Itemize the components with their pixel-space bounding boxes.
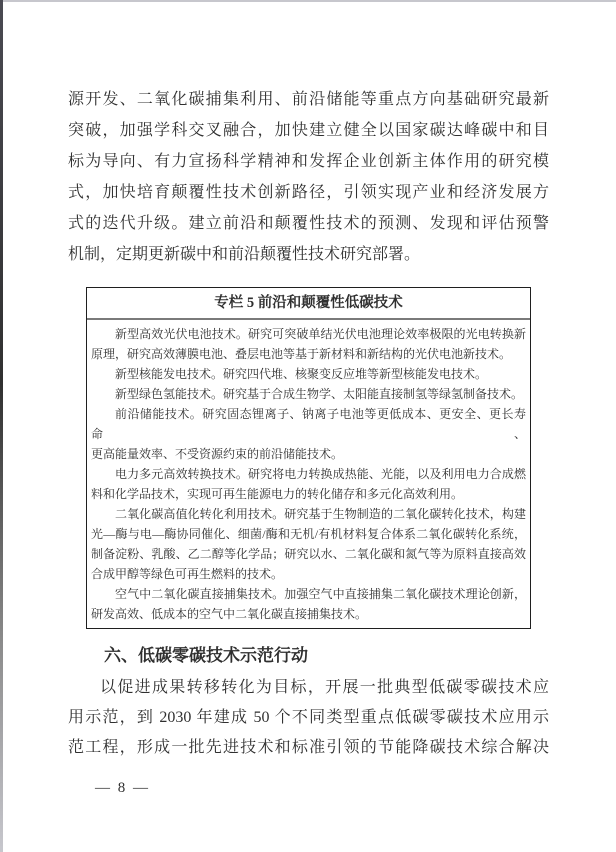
box-item xyxy=(91,404,526,464)
text-line: 用示范，到 2030 年建成 50 个不同类型重点低碳零碳技术应用示 xyxy=(68,709,549,726)
box-item xyxy=(91,364,526,384)
text-line: 以促进成果转移转化为目标，开展一批典型低碳零碳技术应 xyxy=(100,679,549,696)
box-item xyxy=(91,504,526,584)
page-number: — 8 — xyxy=(95,780,150,796)
box-body xyxy=(87,320,530,628)
section-heading: 六、低碳零碳技术示范行动 xyxy=(104,646,308,665)
text-line: 合成甲醇等绿色可再生燃料的技术。 xyxy=(91,567,284,581)
body-paragraph-2 xyxy=(68,673,549,763)
scan-edge-left xyxy=(0,0,3,852)
text-line: 光—酶与电—酶协同催化、细菌/酶和无机/有机材料复合体系二氧化碳转化系统， xyxy=(91,527,526,541)
box-item xyxy=(91,584,526,624)
text-line: 二氧化碳高值化转化利用技术。研究基于生物制造的二氧化碳转化技术，构建 xyxy=(115,507,526,521)
text-line: 料和化学品技术，实现可再生能源电力的转化储存和多元化高效利用。 xyxy=(91,487,464,501)
box-item xyxy=(91,464,526,504)
text-line: 式的迭代升级。建立前沿和颠覆性技术的预测、发现和评估预警 xyxy=(68,215,549,232)
text-line: 电力多元高效转换技术。研究将电力转换成热能、光能，以及利用电力合成燃 xyxy=(115,467,526,481)
text-line: 新型核能发电技术。研究四代堆、核聚变反应堆等新型核能发电技术。 xyxy=(115,367,488,381)
text-line: 空气中二氧化碳直接捕集技术。加强空气中直接捕集二氧化碳技术理论创新， xyxy=(115,587,526,601)
text-line: 制备淀粉、乳酸、乙二醇等化学品；研究以水、二氧化碳和氮气等为原料直接高效 xyxy=(91,547,526,561)
text-line: 突破，加强学科交叉融合，加快建立健全以国家碳达峰碳中和目 xyxy=(68,122,549,139)
text-line: 标为导向、有力宣扬科学精神和发挥企业创新主体作用的研究模 xyxy=(68,153,549,170)
text-line: 研发高效、低成本的空气中二氧化碳直接捕集技术。 xyxy=(91,607,368,621)
text-line: 新型高效光伏电池技术。研究可突破单结光伏电池理论效率极限的光电转换新 xyxy=(115,327,526,341)
special-column-box xyxy=(86,287,531,629)
text-line: 式，加快培育颠覆性技术创新路径，引领实现产业和经济发展方 xyxy=(68,184,549,201)
text-line: 前沿储能技术。研究固态锂离子、钠离子电池等更低成本、更安全、更长寿命、 xyxy=(91,407,526,441)
box-item xyxy=(91,324,526,364)
box-title: 专栏 5 前沿和颠覆性低碳技术 xyxy=(87,288,530,320)
box-item xyxy=(91,384,526,404)
body-paragraph-1 xyxy=(68,84,549,270)
text-line: 范工程，形成一批先进技术和标准引领的节能降碳技术综合解决 xyxy=(68,739,549,756)
text-line: 原理，研究高效薄膜电池、叠层电池等基于新材料和新结构的光伏电池新技术。 xyxy=(91,347,512,361)
text-line: 源开发、二氧化碳捕集利用、前沿储能等重点方向基础研究最新 xyxy=(68,91,549,108)
page-content xyxy=(68,0,549,798)
text-line: 新型绿色氢能技术。研究基于合成生物学、太阳能直接制氢等绿氢制备技术。 xyxy=(115,387,524,401)
text-line: 更高能量效率、不受资源约束的前沿储能技术。 xyxy=(91,447,344,461)
text-line: 机制，定期更新碳中和前沿颠覆性技术研究部署。 xyxy=(68,246,421,263)
